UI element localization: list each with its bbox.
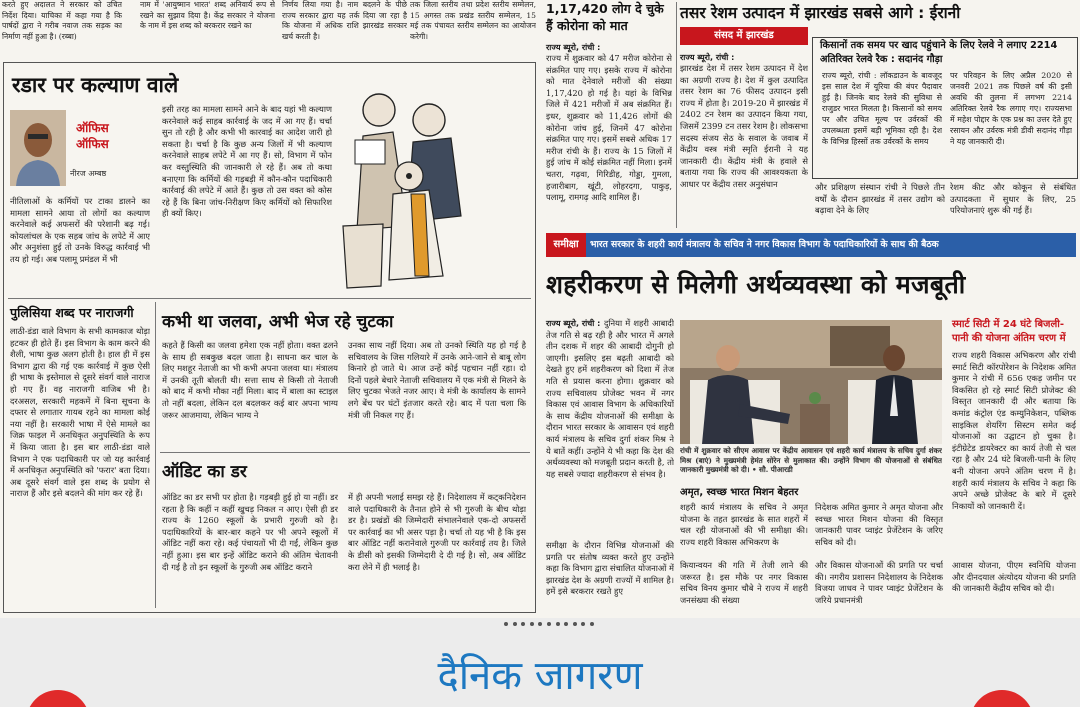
top-column-2: नाम में 'आयुष्मान भारत' शब्द अनिवार्य रूप से रखने का सुझाव दिया है। केंद्र सरकार ने योजना के नाम में इस शब्द को बरकरार रखने का <box>140 0 275 30</box>
samiksha-strapline: भारत सरकार के शहरी कार्य मंत्रालय के सचिव ने नगर विकास विभाग के पदाधिकारियों के साथ की बैठक <box>590 239 939 250</box>
cartoon-illustration <box>333 76 473 294</box>
jalwa-column-1: कहते हैं किसी का जलवा हमेशा एक नहीं होता। वक्त ढलने के साथ ही सबकुछ बदल जाता है। साधना कर चाल के लिए मशहूर नेताजी का भी कभी अपना जलवा था। मंत्रालय में उनकी तूती बोलती थी। सत्ता साथ से किसी तो नेताजी को बाद में कभी मौका नहीं मिला। बाद में बाला का स्टाइल तो नहीं बदला, लेकिन दल बदलकर कई बार अपना भाग्य जरूर आजमाया, लेकिन भाग्य ने <box>162 340 338 420</box>
divider <box>160 452 530 453</box>
tasar-body-continued: और प्रशिक्षण संस्थान रांची ने पिछले तीन वर्षों के दौरान झारखंड में तसर उद्योग को बढ़ावा देने के लिए <box>815 182 945 216</box>
police-title: पुलिसिया शब्द पर नाराजगी <box>10 305 134 320</box>
top-column-3: निर्णय लिया गया है। नाम बदलने के पीछे राज्य सरकार द्वारा यह तर्क दिया जा रहा है कि योजना में अधिक राशि झारखंड सरकार खर्च करती है। <box>282 0 407 41</box>
feature-body: इसी तरह का मामला सामने आने के बाद यहां भी कल्याण करनेवाले कई साहब कार्रवाई के जद में आ गए हैं। चर्चा सुन तो रही है और कभी भी कारवाई का आदेश जारी हो सकता है। चर्चा है कि कुछ अन्य जिलों में भी कल्याण करनेवाले साहब लपेटे में आ गए हैं। सो, विभाग में फोन कर वस्तुस्थिति की जानकारी ले रहे हैं। अब तो कथा बनाएगा कि कर्मियों की गड़बड़ी में कौन-कौन पदाधिकारी कार्रवाई की लपेटे में आते हैं। कुछ तो उस वक्त को कोस रहे हैं कि बिना जांच-निरीक्षण किए कर्मियों को सिफारिश ही क्यों किए। <box>162 104 332 219</box>
column-badge: ऑफिस ऑफिस <box>76 121 109 151</box>
divider <box>676 2 677 228</box>
photo-caption: रांची में शुक्रवार को सीएम आवास पर केंद्रीय आवासन एवं शहरी कार्य मंत्रालय के सचिव दुर्गा शंकर मिश्र (बाएं) ने मुख्यमंत्री हेमंत सोरेन से मुलाकात की। उन्होंने विभाग की योजनाओं से संबंधित जानकारी मुख्यमंत्री को दी। • सौ. पीआरडी <box>680 446 942 475</box>
smart-city-body: राज्य शहरी विकास अभिकरण और रांची स्मार्ट सिटी कॉरपोरेशन के निदेशक अमित कुमार ने रांची में 656 एकड़ जमीन पर विकसित हो रहे स्मार्ट सिटी प्रोजेक्ट की विस्तृत जानकारी दी और बताया कि कमांड कंट्रोल एंड कम्युनिकेशन, पब्लिक साइकिल शेयरिंग सिस्टम समेत कई योजनाओं का उद्घाटन हो चुका है। इंटीग्रेटेड डायरेक्टर का कार्य तेजी से चल रहा है और 24 घंटे बिजली-पानी के लिए बनी योजना अपने अंतिम चरण में है। शहरी कार्य मंत्रालय के सचिव ने कहा कि अपने अच्छे प्रोजेक्ट के बारे में दूसरे निकायों को जानकारी दें। <box>952 350 1076 511</box>
divider <box>8 298 531 299</box>
top-column-4: तक जिला स्तरीय तथा प्रदेश स्तरीय सम्मेलन, 15 अगस्त तक प्रखंड स्तरीय सम्मेलन, 15 मई तक पंचायत स्तरीय सम्मेलन का आयोजन करेगी। <box>410 0 536 41</box>
amrut-column-1: शहरी कार्य मंत्रालय के सचिव ने अमृत योजना के तहत झारखंड के सात शहरों में चल रही योजनाओं की भी समीक्षा की। राज्य शहरी विकास अभिकरण के <box>680 502 808 547</box>
brand-logo: दैनिक जागरण <box>437 653 643 699</box>
samiksha-badge: समीक्षा <box>546 233 586 257</box>
smart-city-body-continued: आवास योजना, पीएम स्वनिधि योजना और दीनदयाल अंत्योदय योजना की प्रगति की जानकारी केंद्रीय सचिव को दी। <box>952 560 1076 594</box>
corona-headline: 1,17,420 लोग दे चुके हैं कोरोना को मात <box>546 1 664 33</box>
amrut-column-2: निदेशक अमित कुमार ने अमृत योजना और स्वच्छ भारत मिशन योजना की विस्तृत जानकारी पावर प्वाइंट प्रेजेंटेशन के जरिए सचिव को दी। <box>815 502 943 547</box>
corona-body: राज्य में शुक्रवार को 47 मरीज कोरोना से संक्रमित पाए गए। इसके राज्य में कोरोना को मात देनेवाले मरीजों की संख्या 1,17,420 हो गई है। यहां के विभिन्न जिले में 421 मरीजों में अब संक्रमित हैं। इधर, शुक्रवार को 11,426 लोगों की कोरोना जांच हुई, जिनमें 47 कोरोना संक्रमित पाए गए। इसमें सबसे अधिक 17 मरीज रांची के हैं। राज्य के 15 जिलों में हुई जांच में कोई संक्रमित नहीं मिला। इनमें चतरा, गढ़वा, गिरिडीह, गोड्डा, गुमला, हजारीबाग, खूंटी, लोहरदगा, पाकुड़, पलामू, रामगढ़ आदि शामिल हैं। <box>546 53 672 203</box>
author-photo <box>10 110 66 186</box>
audit-column-1: ऑडिट का डर सभी पर होता है। गड़बड़ी हुई हो या नहीं। डर रहता है कि कहीं न कहीं खुचड़ निकल न आए। ऐसी ही डर राज्य के 1260 स्कूलों के प्रभारी गुरुजी को है। पदाधिकारियों के बार-बार कहने पर भी अपने स्कूलों में ऑडिट नहीं करा रहे। कई पंचायतों भी दी गईं, लेकिन कुछ नहीं हुआ। इस बार इन्हें ऑडिट कराने की अंतिम चेतावनी दी गई है तो इन स्कूलों के गुरुजी अब ऑडिट कराने <box>162 492 338 572</box>
police-body: लाठी-डंडा वाले विभाग के सभी कामकाज थोड़ा हटकर ही होते हैं। इस विभाग के काम करने की शैली, भाषा कुछ अलग होती है। हाल ही में इस विभाग द्वारा की गई एक कार्रवाई में कुछ ऐसी ही भाषा के इस्तेमाल से दूसरे संवर्ग वाले नाराज हो गए हैं। वह नाराजगी वाजिब भी है। दरअसल, सरकारी महकमें में बिना सूचना के दफ्तर से लगातार गायब रहने का मामला कोई नया नहीं है। सरकारी भाषा में ऐसे मामले का जिक्र फाइल में अनधिकृत अनुपस्थिति के रूप में किया जाता है। इस बार लाठी-डंडा वाले विभाग ने एक पदाधिकारी पर जो यह कार्रवाई में अनधिकृत अनुपस्थिति को 'फरार' बता दिया। अब दूसरे संवर्ग वाले इस शब्द के प्रयोग से नाराज हैं और इसे बदलने की मांग कर रहे हैं। <box>10 326 150 499</box>
top-column-1: करते हुए अदालत ने सरकार को उचित निर्देश दिया। याचिका में कहा गया है कि पार्षदों द्वारा ने गरीब नवाज तक सड़क का निर्माण नहीं हुआ है। (रब्बा) <box>2 0 122 41</box>
audit-column-2: में ही अपनी भलाई समझ रहे हैं। निदेशालय में कट्कनिदेशन वाले पदाधिकारी के तैनात होने से भी गुरुजी के बीच थोड़ा डर है। प्रखंडों की जिम्मेदारी संभालनेवाले एक-दो अफसरों पर कार्रवाई का भी असर पड़ा है। चर्चा तो यह भी है कि इस बार ऑडिट नहीं करानेवाले गुरुजी पर कार्रवाई तय है। जिले के डीसी को इसकी जिम्मेदारी दे दी गई है। सो, अब ऑडिट करा लेने में ही भलाई है। <box>348 492 526 572</box>
samiksha-bottom-2: और विकास योजनाओं की प्रगति पर चर्चा की। नगरीय प्रशासन निदेशालय के निदेशक विजया जाधव ने पावर प्वाइंट प्रेजेंटेशन के जरिये प्रधानमंत्री <box>815 560 943 605</box>
jalwa-title: कभी था जलवा, अभी भेज रहे चुटका <box>162 312 394 332</box>
jalwa-column-2: उनका साथ नहीं दिया। अब तो उनको स्थिति यह हो गई है सचिवालय के जिस गलियारे में उनके आने-जाने से बाबू लोग किनारे हो जाते थे। आज उन्हें कोई पहचान नहीं रहा। दो दिनों पहले बेचारे नेताजी सचिवालय में एक मंत्री से मिलने के लिए चुटका भेजते नजर आए। वे मंत्री के कार्यालय के सामने लगे बेंच पर घंटों इंतजार करते रहे। बाद में पता चला कि मंत्री जी निकल गए हैं। <box>348 340 526 420</box>
audit-title: ऑडिट का डर <box>162 462 247 482</box>
author-name: नीरज अम्बष्ठ <box>70 169 107 178</box>
amrut-subhead: अमृत, स्वच्छ भारत मिशन बेहतर <box>680 487 799 498</box>
meeting-photo <box>680 320 942 444</box>
kisan-column-3: रेशम कीट और कोकून से संबंधित उत्पादकता में सुधार के लिए, 25 परियोजनाएं शुरू की गई हैं। <box>950 182 1076 216</box>
samiksha-column-1: दुनिया में शहरी आबादी तेज गति से बढ़ रही है और भारत में अगले तीन दशक में शहर की आबादी दोगुनी हो जाएगी। इसलिए इस बढ़ती आबादी को देखते हुए हमें शहरीकरण को दिशा में तेज गति से प्रयास करना होगा। शुक्रवार को राज्य सचिवालय प्रोजेक्ट भवन में नगर विकास एवं आवास विभाग के अधिकारियों के साथ केंद्रीय योजनाओं की समीक्षा के दौरान भारत सरकार के आवासन एवं शहरी कार्य मंत्रालय के सचिव दुर्गा शंकर मिश्र ने ये बातें कहीं। उन्होंने ये भी कहा कि देश की अर्थव्यवस्था को मजबूती प्रदान करती है, तो यह सबसे ज्यादा शहरीकरण से संभव है। <box>546 318 674 479</box>
corona-dateline: राज्य ब्यूरो, रांची : <box>546 43 601 52</box>
tasar-dateline: राज्य ब्यूरो, रांची : <box>680 53 735 62</box>
feature-title: रडार पर कल्याण वाले <box>12 73 179 97</box>
divider <box>155 302 156 608</box>
kisan-headline: किसानों तक समय पर खाद पहुंचाने के लिए रेलवे ने लगाए 2214 अतिरिक्त रेलवे रैक : सदानंद गौड़ा <box>820 40 1058 65</box>
share-button-right[interactable] <box>970 690 1034 707</box>
feature-intro: नीतिलाओं के कर्मियों पर टाका डालने का मामला सामने आया तो लोगों का कल्याण करनेवाले कई अफसरों की परेशानी बढ़ गई। कोयलांचल के एक सहब जांच के लपेटे में आए और अनुशंसा हुई तो उनके विरुद्ध कार्रवाई भी तय हो गई। अब पलामू प्रमंडल में भी <box>10 196 150 264</box>
tasar-body: झारखंड देश में तसर रेशम उत्पादन में देश का अग्रणी राज्य है। देश में कुल उत्पादित तसर रेशम का 76 फीसद उत्पादन इसी राज्य में होता है। 2019-20 में झारखंड में 2402 टन रेशम का उत्पादन किया गया, जिसमें 2399 टन तसर रेशम है। लोकसभा सदस्य संजय सेठ के सवाल के जवाब में केंद्रीय वस्त्र मंत्री स्मृति ईरानी ने यह जानकारी दी। केंद्रीय मंत्री के हवाले से बताया गया कि राज्य की आवश्यकता के आधार पर केंद्रीय तसर अनुसंधान <box>680 63 808 189</box>
samiksha-dateline: राज्य ब्यूरो, रांची : <box>546 319 601 328</box>
samiksha-column-2: समीक्षा के दौरान विभिन्न योजनाओं की प्रगति पर संतोष व्यक्त करते हुए उन्होंने कहा कि विभाग द्वारा संचालित योजनाओं में झारखंड देश के अग्रणी राज्यों में शामिल है। हमें इसे बरकरार रखते हुए <box>546 540 674 597</box>
sansad-badge: संसद में झारखंड <box>680 27 808 45</box>
tasar-headline: तसर रेशम उत्पादन में झारखंड सबसे आगे : ईरानी <box>680 4 961 22</box>
kisan-column-2: पर परिवहन के लिए अप्रैल 2020 से जनवरी 2021 तक पिछले वर्ष की इसी अवधि की तुलना में लगभग 2214 अतिरिक्त रेलवे रैक लगाए गए। राज्यसभा में महेश पोद्दार के एक प्रश्न का उत्तर देते हुए रसायन और उर्वरक मंत्री डीवी सदानंद गौड़ा ने यह जानकारी दी। <box>950 71 1072 146</box>
smart-city-title: स्मार्ट सिटी में 24 घंटे बिजली-पानी की योजना अंतिम चरण में <box>952 319 1066 344</box>
page-indicator[interactable] <box>504 622 594 630</box>
samiksha-headline: शहरीकरण से मिलेगी अर्थव्यवस्था को मजबूती <box>546 270 966 299</box>
kisan-column-1: राज्य ब्यूरो, रांची : लॉकडाउन के बावजूद इस साल देश में यूरिया की बंपर पैदावार हुई है। जिनके बाद रेलवे की सुविधा से राजुडर भारत मिलता है। किसानों को समय पर और उचित मूल्य पर उर्वरकों की उपलब्धता इसमें बड़ी भूमिका रही है। देश के विभिन्न हिस्सों तक उर्वरकों के समय <box>822 71 942 146</box>
samiksha-bottom-1: कियान्वयन की गति में तेजी लाने की जरूरत है। इस मौके पर नगर विकास सचिव विनय कुमार चौबे ने राज्य में शहरी जनसंख्या की संख्या <box>680 560 808 605</box>
share-button-left[interactable] <box>26 690 90 707</box>
